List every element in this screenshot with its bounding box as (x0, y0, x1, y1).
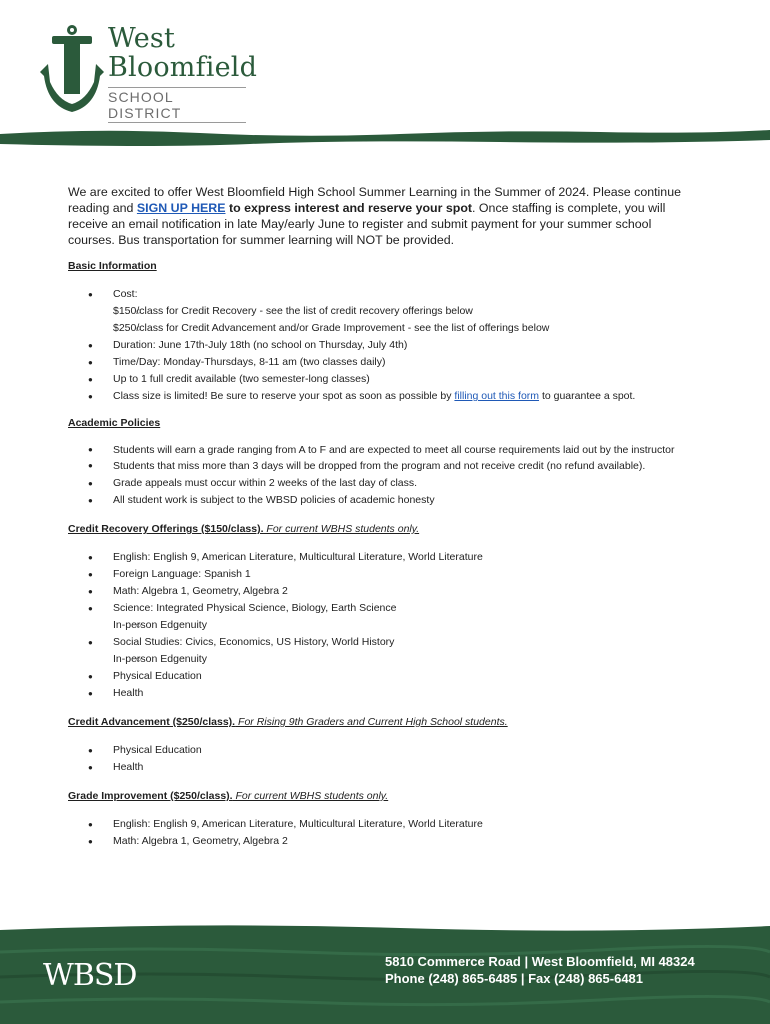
credit-advancement-list (68, 742, 700, 776)
intro-text-2: . Once staffing is complete, you will receive an email notification in late May/early June to register and submit payment for your summer school courses. Bus transportation for summer learning will NOT be provided. (68, 201, 666, 247)
list-item: ● All student work is subject to the WBSD policies of academic honesty (68, 492, 700, 509)
list-item: ○ $150/class for Credit Recovery - see the list of credit recovery offerings below (113, 303, 700, 320)
grade-improvement-list (68, 816, 700, 850)
credit-recovery-list (68, 549, 700, 702)
list-item: ○ $250/class for Credit Advancement and/or Grade Improvement - see the list of offerings below (113, 320, 700, 337)
list-item: ● Duration: June 17th-July 18th (no school on Thursday, July 4th) (68, 337, 700, 354)
credit-advancement-note: For Rising 9th Graders and Current High School students. (235, 716, 508, 728)
class-size-text: Class size is limited! Be sure to reserve your spot as soon as possible by (113, 390, 455, 402)
science-sublist (113, 617, 700, 634)
list-item: ● Math: Algebra 1, Geometry, Algebra 2 (68, 583, 700, 600)
list-item: ● English: English 9, American Literature, Multicultural Literature, World Literature (68, 549, 700, 566)
footer (0, 922, 770, 1024)
logo-west: West (108, 23, 176, 54)
footer-contact (385, 953, 695, 987)
cost-sublist (113, 303, 700, 337)
list-item (68, 388, 700, 405)
basic-info-list (68, 286, 700, 405)
list-item: ● Physical Education (68, 742, 700, 759)
list-item: ● Health (68, 759, 700, 776)
cost-label: Cost: (113, 288, 138, 300)
science-label: Science: Integrated Physical Science, Biology, Earth Science (113, 602, 397, 614)
list-item: ● Grade appeals must occur within 2 weeks of the last day of class. (68, 475, 700, 492)
footer-logo: WBSD (43, 958, 137, 993)
list-item (68, 286, 700, 337)
list-item: ○ In-person Edgenuity (113, 617, 700, 634)
list-item: ● Students will earn a grade ranging from A to F and are expected to meet all course requirements laid out by the instructor (68, 443, 700, 459)
credit-advancement-heading (68, 716, 700, 728)
district-logo (38, 22, 268, 121)
list-item (68, 634, 700, 668)
grade-improvement-note: For current WBHS students only. (232, 790, 389, 802)
footer-address: 5810 Commerce Road | West Bloomfield, MI 48324 (385, 954, 695, 969)
list-item: ● Physical Education (68, 668, 700, 685)
academic-policies-heading: Academic Policies (68, 417, 161, 429)
credit-advancement-title: Credit Advancement ($250/class). (68, 716, 236, 728)
credit-recovery-title: Credit Recovery Offerings ($150/class). (68, 523, 264, 535)
intro-paragraph (68, 184, 700, 248)
sign-up-link[interactable]: SIGN UP HERE (136, 201, 226, 215)
social-studies-label: Social Studies: Civics, Economics, US History, World History (113, 636, 395, 648)
list-item: ● Time/Day: Monday-Thursdays, 8-11 am (two classes daily) (68, 354, 700, 371)
form-link[interactable]: filling out this form (454, 390, 540, 402)
class-size-text-end: to guarantee a spot. (539, 390, 636, 402)
credit-recovery-note: For current WBHS students only. (263, 523, 420, 535)
grade-improvement-heading (68, 790, 700, 802)
academic-policies-list (68, 443, 700, 509)
intro-bold: to express interest and reserve your spot (225, 201, 473, 215)
list-item: ● Math: Algebra 1, Geometry, Algebra 2 (68, 833, 700, 850)
logo-school-district: SCHOOL DISTRICT (108, 87, 246, 123)
list-item: ● Health (68, 685, 700, 702)
list-item (68, 600, 700, 634)
footer-phone: Phone (248) 865-6485 | Fax (248) 865-6481 (385, 971, 644, 986)
main-content (68, 184, 700, 850)
list-item: ● Foreign Language: Spanish 1 (68, 566, 700, 583)
header-divider-wave (0, 124, 770, 150)
basic-info-heading: Basic Information (68, 260, 157, 272)
intro-text-1: We are excited to offer West Bloomfield High School Summer Learning in the Summer of 2024. Please continue reading and (68, 185, 681, 215)
grade-improvement-title: Grade Improvement ($250/class). (68, 790, 233, 802)
list-item: ● Up to 1 full credit available (two semester-long classes) (68, 371, 700, 388)
list-item: ● English: English 9, American Literature, Multicultural Literature, World Literature (68, 816, 700, 833)
credit-recovery-heading (68, 523, 700, 535)
anchor-icon (38, 24, 106, 114)
social-sublist (113, 651, 700, 668)
list-item: ● Students that miss more than 3 days will be dropped from the program and not receive credit (no refund available). (68, 459, 700, 475)
list-item: ○ In-person Edgenuity (113, 651, 700, 668)
logo-bloomfield: Bloomfield (108, 52, 258, 83)
